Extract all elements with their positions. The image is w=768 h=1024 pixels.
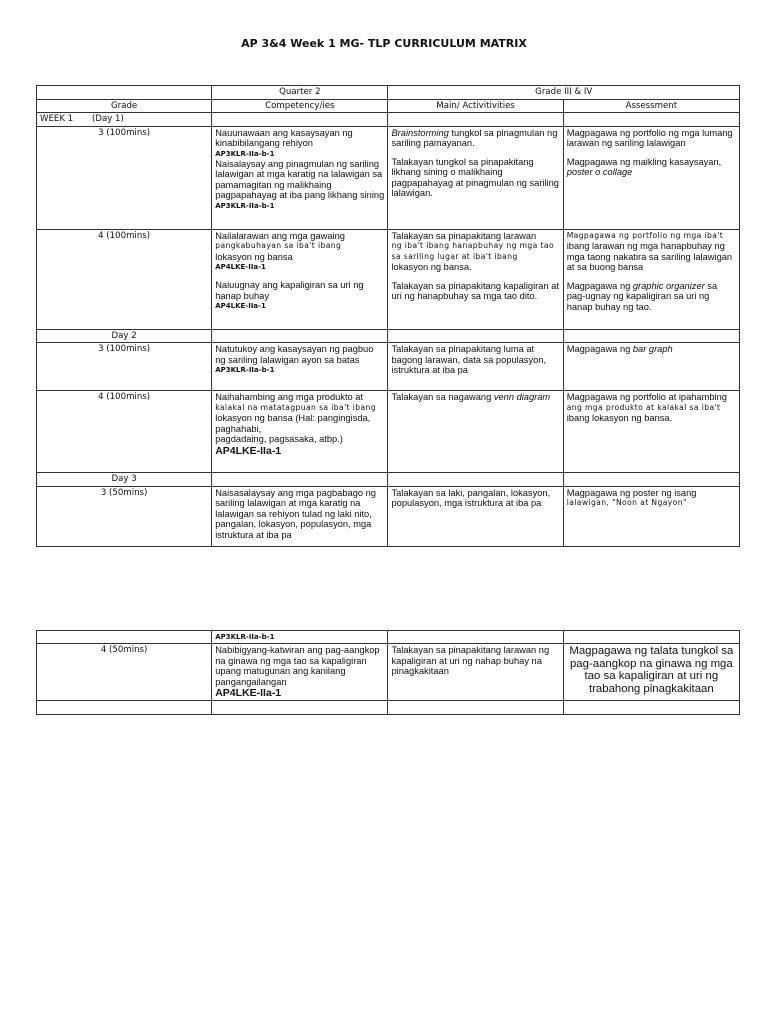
day2-label: Day 2 bbox=[37, 329, 212, 343]
competency-cell bbox=[212, 631, 388, 644]
competency-code: AP4LKE-IIa-1 bbox=[215, 302, 266, 310]
activity-text: lokasyon ng bansa. bbox=[391, 262, 472, 272]
assessment-text: Magpagawa ng maikling kasaysayan, bbox=[566, 156, 722, 167]
assessment-text: lalawigan, "Noon at Ngayon" bbox=[566, 498, 687, 507]
activity-text: Talakayan sa nagawang bbox=[391, 392, 494, 402]
assessment-emphasis: bar graph bbox=[632, 344, 673, 354]
grade-cell: 3 (100mins) bbox=[37, 126, 212, 229]
assessment-text: ang mga produkto at kalakal sa iba't bbox=[566, 402, 721, 412]
assessment-emphasis: poster o collage bbox=[566, 167, 633, 177]
curriculum-matrix-table bbox=[36, 85, 740, 547]
activity-cell: Talakayan sa pinapakitang luma at bagong larawan, data sa populasyon, istruktura at iba pa bbox=[388, 343, 563, 391]
assessment-text: Magpagawa ng portfolio ng mga lumang larawan ng sariling lalawigan bbox=[566, 127, 733, 148]
activity-emphasis: Brainstorming bbox=[391, 127, 449, 138]
day3-label: Day 3 bbox=[37, 473, 212, 487]
competency-cell: Naisasalaysay ang mga pagbabago ng sariling lalawigan at mga karatig na lalawigan sa rehiyon tulad ng laki nito, pangalan, lokasyon, populasyon, mga istruktura at iba pa bbox=[212, 486, 388, 546]
header-row-quarter bbox=[37, 86, 740, 100]
competency-text: Nailalarawan ang mga gawaing bbox=[215, 230, 345, 241]
activity-text: tungkol sa pinagmulan ng sariling pamayanan. bbox=[391, 127, 558, 148]
competency-code: AP4LKE-IIa-1 bbox=[215, 263, 266, 271]
day1-grade4-row bbox=[37, 229, 740, 329]
assessment-cell bbox=[563, 229, 739, 329]
assessment-text: Magpagawa ng bbox=[566, 344, 633, 354]
competency-text: Naisalaysay ang pinagmulan ng sariling lalawigan at mga karatig na lalawigan sa pamamagitan ng malikhaing pagpapahayag at iba pang likhang sining bbox=[215, 158, 385, 200]
header-row-columns bbox=[37, 99, 740, 113]
assessment-emphasis: graphic organizer bbox=[632, 280, 705, 291]
competency-text: lokasyon ng bansa (Hal: pangingisda, paghahabi, bbox=[215, 413, 371, 434]
grade-level-header: Grade III & IV bbox=[388, 86, 740, 100]
day2-label-row bbox=[37, 329, 740, 343]
day2-grade4-row bbox=[37, 391, 740, 473]
competency-text: kalakal na matatagpuan sa iba't ibang bbox=[215, 402, 376, 412]
assessment-cell bbox=[563, 343, 739, 391]
assessment-text: Magpagawa ng portfolio at ipahambing bbox=[566, 392, 727, 402]
competency-cell bbox=[212, 391, 388, 473]
activity-text: Talakayan sa pinapakitang larawan bbox=[391, 230, 537, 241]
competency-code: AP4LKE-IIa-1 bbox=[215, 687, 282, 699]
activity-cell bbox=[388, 126, 563, 229]
activity-text: Talakayan sa pinapakitang kapaligiran at uri ng hanapbuhay sa mga tao dito. bbox=[391, 280, 559, 301]
competency-cell bbox=[212, 126, 388, 229]
competency-cell bbox=[212, 343, 388, 391]
competency-text: pangkabuhayan sa iba't ibang bbox=[215, 241, 342, 250]
competency-cell bbox=[212, 644, 388, 701]
assessment-text: Magpagawa ng bbox=[566, 280, 633, 291]
week-label: WEEK 1 bbox=[40, 114, 74, 124]
assessment-text: sa pag-ugnay ng kapaligiran sa uri ng hanap buhay ng tao. bbox=[566, 280, 718, 312]
day2-grade3-row bbox=[37, 343, 740, 391]
curriculum-matrix-table-page2 bbox=[36, 630, 740, 715]
page2-empty-row bbox=[37, 701, 740, 715]
assessment-cell bbox=[563, 391, 739, 473]
day1-label: (Day 1) bbox=[92, 114, 124, 124]
competency-code: AP3KLR-IIa-b-1 bbox=[215, 201, 275, 210]
week-row bbox=[37, 113, 740, 127]
competency-text: Natutukoy ang kasaysayan ng pagbuo ng sariling lalawigan ayon sa batas bbox=[215, 344, 374, 365]
activity-cell: Talakayan sa pinapakitang larawan ng kapaligiran at uri ng nahap buhay na pinagkakitaan bbox=[388, 644, 563, 701]
quarter-header: Quarter 2 bbox=[212, 86, 388, 100]
grade-cell: 3 (100mins) bbox=[37, 343, 212, 391]
activity-text: Talakayan tungkol sa pinapakitang likhang sining o malikhaing pagpapahayag at pinagmulan ng sariling lalawigan. bbox=[391, 156, 559, 198]
competency-text: Naihahambing ang mga produkto at bbox=[215, 392, 364, 402]
page2-code-row bbox=[37, 631, 740, 644]
competency-text: Naiuugnay ang kapaligiran sa uri ng hanap buhay bbox=[215, 280, 364, 301]
assessment-cell: Magpagawa ng talata tungkol sa pag-aangkop na ginawa ng mga tao sa kapaligiran at uri ng trabahong pinagkakitaan bbox=[563, 644, 739, 701]
competency-text: lokasyon ng bansa bbox=[215, 251, 293, 262]
grade-cell: 3 (50mins) bbox=[37, 486, 212, 546]
competency-text: Nauunawaan ang kasaysayan ng kinabibilangang rehiyon bbox=[215, 127, 353, 148]
grade-column-header: Grade bbox=[37, 99, 212, 113]
main-activities-column-header: Main/ Activitivities bbox=[388, 99, 563, 113]
grade-cell: 4 (50mins) bbox=[37, 644, 212, 701]
assessment-text: Magpagawa ng poster ng isang bbox=[566, 487, 697, 498]
activity-text: ng iba't ibang hanapbuhay ng mga tao sa sariling lugar at iba't ibang bbox=[391, 241, 554, 261]
activity-emphasis: venn diagram bbox=[493, 392, 551, 402]
activity-cell bbox=[388, 391, 563, 473]
page2-grade4-row bbox=[37, 644, 740, 701]
day3-label-row bbox=[37, 473, 740, 487]
competency-code: AP4LKE-IIa-1 bbox=[215, 444, 282, 457]
day1-grade3-row bbox=[37, 126, 740, 229]
assessment-text: ibang lokasyon ng bansa. bbox=[566, 413, 673, 423]
grade-cell: 4 (100mins) bbox=[37, 229, 212, 329]
assessment-cell bbox=[563, 126, 739, 229]
grade-cell: 4 (100mins) bbox=[37, 391, 212, 473]
activity-cell: Talakayan sa laki, pangalan, lokasyon, populasyon, mga istruktura at iba pa bbox=[388, 486, 563, 546]
competency-code: AP3KLR-IIa-b-1 bbox=[215, 633, 275, 641]
day3-grade3-row bbox=[37, 486, 740, 546]
competency-text: pagdadaing, pagsasaka, atbp.) bbox=[215, 434, 343, 444]
assessment-text: Magpagawa ng portfolio ng mga iba't bbox=[566, 230, 724, 240]
assessment-column-header: Assessment bbox=[563, 99, 739, 113]
competency-text: Nabibigyang-katwiran ang pag-aangkop na ginawa ng mga tao sa kapaligiran upang matugunan ang kanilang pangangailangan bbox=[215, 645, 380, 687]
competency-cell bbox=[212, 229, 388, 329]
competency-column-header: Competency/ies bbox=[212, 99, 388, 113]
assessment-cell bbox=[563, 486, 739, 546]
activity-cell bbox=[388, 229, 563, 329]
assessment-text: ibang larawan ng mga hanapbuhay ng mga taong nakatira sa sariling lalawigan at sa buong bansa bbox=[566, 241, 733, 272]
competency-code: AP3KLR-IIa-b-1 bbox=[215, 149, 275, 158]
competency-code: AP3KLR-IIa-b-1 bbox=[215, 366, 275, 374]
page-title: AP 3&4 Week 1 MG- TLP CURRICULUM MATRIX bbox=[241, 37, 527, 50]
